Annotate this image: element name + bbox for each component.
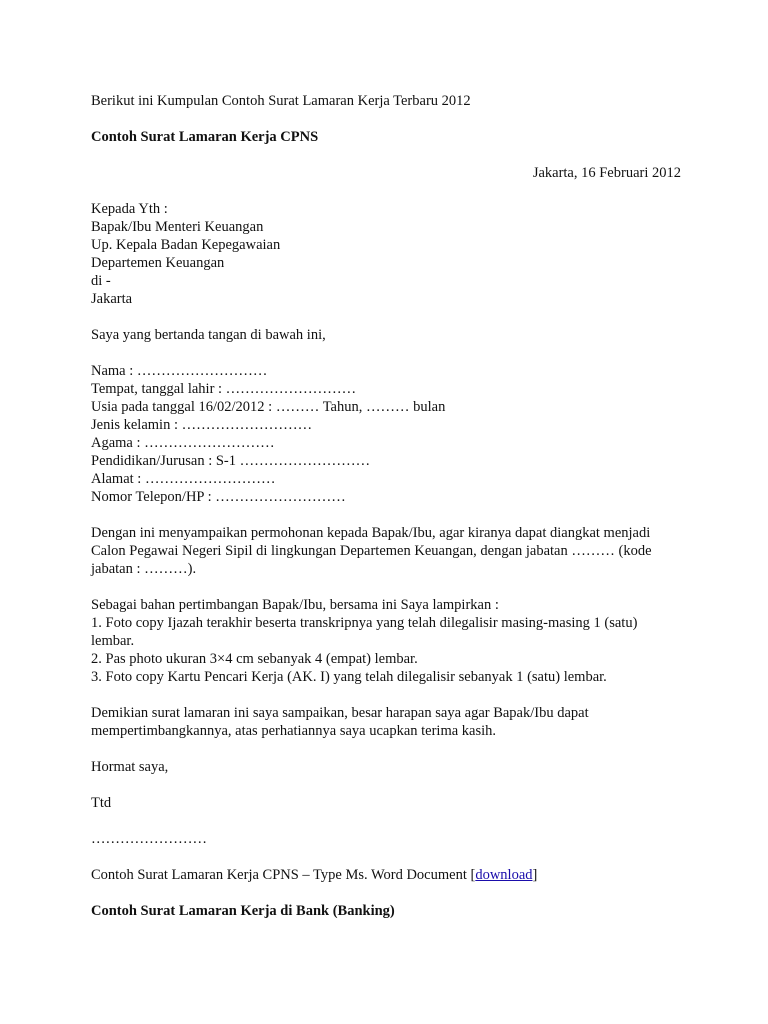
recipient-line: Departemen Keuangan <box>91 255 225 271</box>
closing-paragraph <box>91 704 681 740</box>
recipient-block <box>91 200 681 308</box>
recipient-line: Jakarta <box>91 291 133 307</box>
closing-line: mempertimbangkannya, atas perhatiannya saya ucapkan terima kasih. <box>91 723 497 739</box>
recipient-line: Up. Kepala Badan Kepegawaian <box>91 237 281 253</box>
field-line: Agama : ……………………… <box>91 435 275 451</box>
date-line: Jakarta, 16 Februari 2012 <box>532 165 681 181</box>
download-line <box>91 866 681 884</box>
field-line: Nomor Telepon/HP : ……………………… <box>91 489 346 505</box>
paragraph-line: jabatan : ………). <box>91 561 197 577</box>
field-line: Pendidikan/Jurusan : S-1 ……………………… <box>91 453 371 469</box>
attachment-line: 3. Foto copy Kartu Pencari Kerja (AK. I) yang telah dilegalisir sebanyak 1 (satu) lembar. <box>91 669 607 685</box>
document-page <box>91 92 681 920</box>
heading-cpns: Contoh Surat Lamaran Kerja CPNS <box>91 129 319 145</box>
field-line: Jenis kelamin : ……………………… <box>91 417 313 433</box>
signature-dots: …………………… <box>91 831 207 847</box>
applicant-fields <box>91 362 681 506</box>
attachments-list <box>91 596 681 686</box>
field-line: Alamat : ……………………… <box>91 471 276 487</box>
field-line: Usia pada tanggal 16/02/2012 : ……… Tahun, ……… bulan <box>91 399 446 415</box>
field-line: Nama : ……………………… <box>91 363 268 379</box>
attachment-line: 2. Pas photo ukuran 3×4 cm sebanyak 4 (empat) lembar. <box>91 651 418 667</box>
closing-line: Demikian surat lamaran ini saya sampaikan, besar harapan saya agar Bapak/Ibu dapat <box>91 705 589 721</box>
attachment-line: Sebagai bahan pertimbangan Bapak/Ibu, bersama ini Saya lampirkan : <box>91 597 499 613</box>
attachment-line: lembar. <box>91 633 135 649</box>
recipient-line: Kepada Yth : <box>91 201 168 217</box>
download-link[interactable]: download <box>475 867 533 883</box>
opening-text: Saya yang bertanda tangan di bawah ini, <box>91 327 326 343</box>
download-suffix: ] <box>532 867 538 883</box>
intro-text: Berikut ini Kumpulan Contoh Surat Lamaran Kerja Terbaru 2012 <box>91 93 471 109</box>
recipient-line: Bapak/Ibu Menteri Keuangan <box>91 219 264 235</box>
field-line: Tempat, tanggal lahir : ……………………… <box>91 381 357 397</box>
signature-text: Ttd <box>91 795 112 811</box>
paragraph-line: Calon Pegawai Negeri Sipil di lingkungan Departemen Keuangan, dengan jabatan ……… (kode <box>91 543 652 559</box>
paragraph-line: Dengan ini menyampaikan permohonan kepada Bapak/Ibu, agar kiranya dapat diangkat menjadi <box>91 525 651 541</box>
request-paragraph <box>91 524 681 578</box>
recipient-line: di - <box>91 273 111 289</box>
regards-text: Hormat saya, <box>91 759 169 775</box>
heading-bank: Contoh Surat Lamaran Kerja di Bank (Banking) <box>91 903 395 919</box>
download-prefix: Contoh Surat Lamaran Kerja CPNS – Type Ms. Word Document [ <box>91 867 476 883</box>
attachment-line: 1. Foto copy Ijazah terakhir beserta transkripnya yang telah dilegalisir masing-masing 1 (satu) <box>91 615 638 631</box>
